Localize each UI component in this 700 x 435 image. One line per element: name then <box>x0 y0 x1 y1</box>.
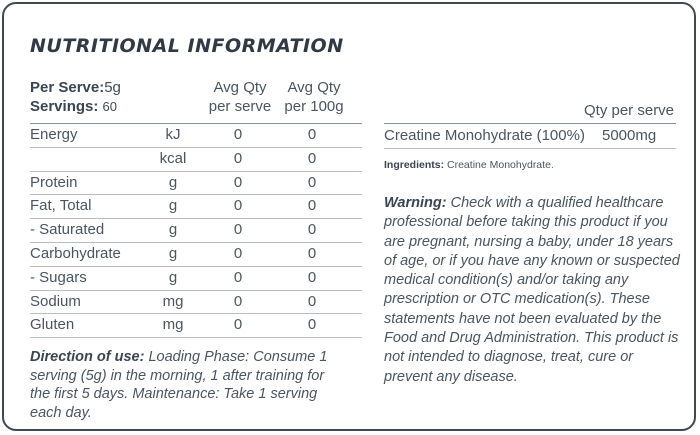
servings-line <box>30 97 121 116</box>
row-unit: mg <box>162 316 184 334</box>
row-per-100g: 0 <box>307 126 317 143</box>
row-unit: kJ <box>165 126 181 143</box>
ingredients-text: Creatine Monohydrate. <box>447 159 554 171</box>
avg-per-serve-header <box>200 78 280 116</box>
row-per-serve: 0 <box>233 197 243 215</box>
table-row <box>30 243 362 267</box>
ingredients-line <box>384 159 554 171</box>
per-serve-value: 5g <box>104 79 121 96</box>
active-ingredient-qty: 5000mg <box>602 127 657 144</box>
row-per-100g: 0 <box>307 244 317 262</box>
row-unit: g <box>168 244 178 262</box>
avg-per-100g-header-line1: Avg Qty <box>287 79 341 96</box>
table-row <box>30 314 362 338</box>
row-name: Energy <box>30 126 78 143</box>
nutrition-table <box>30 123 362 338</box>
row-per-100g: 0 <box>307 292 317 310</box>
row-per-100g: 0 <box>307 316 317 334</box>
row-unit: g <box>168 173 178 191</box>
ingredients-label: Ingredients: <box>384 159 445 171</box>
servings-value: 60 <box>102 99 117 114</box>
label-title: NUTRITIONAL INFORMATION <box>30 35 344 57</box>
row-per-100g: 0 <box>307 268 317 286</box>
qty-per-serve-header: Qty per serve <box>584 102 675 119</box>
avg-per-100g-header <box>274 78 354 116</box>
row-unit: g <box>168 268 178 286</box>
avg-per-serve-header-line1: Avg Qty <box>213 79 267 96</box>
row-per-serve: 0 <box>233 268 243 286</box>
row-unit: g <box>168 221 178 239</box>
row-name: Carbohydrate <box>30 244 121 262</box>
row-unit: g <box>168 197 178 215</box>
row-name: Fat, Total <box>30 197 92 215</box>
row-per-serve: 0 <box>233 126 243 143</box>
per-serve-line <box>30 78 121 97</box>
table-row <box>30 148 362 172</box>
avg-per-serve-header-line2: per serve <box>208 98 272 115</box>
table-row <box>30 172 362 196</box>
active-ingredient-table <box>384 123 676 149</box>
warning-text: Check with a qualified healthcare professional before taking this product if you are pregnant, nursing a baby, under 18 years of age, or if you have any known or suspected medical condition(s) and/or taking any prescription or OTC medication(s). These statements have not been evaluated by the Food and Drug Administration. This product is not intended to diagnose, treat, cure or prevent any disease. <box>384 195 680 385</box>
row-per-100g: 0 <box>307 221 317 239</box>
active-ingredient-name: Creatine Monohydrate (100%) <box>384 127 585 144</box>
row-unit: kcal <box>159 149 187 167</box>
row-unit: mg <box>162 292 184 310</box>
row-per-serve: 0 <box>233 221 243 239</box>
table-row <box>30 267 362 291</box>
warning-text-block <box>384 194 684 387</box>
row-name: Protein <box>30 173 78 191</box>
row-per-serve: 0 <box>233 149 243 167</box>
serve-info <box>30 78 121 116</box>
direction-label: Direction of use: <box>30 349 145 365</box>
table-row <box>30 219 362 243</box>
row-per-serve: 0 <box>233 173 243 191</box>
row-name: Gluten <box>30 316 75 334</box>
table-row <box>384 124 676 149</box>
table-row <box>30 291 362 315</box>
warning-label: Warning: <box>384 195 447 211</box>
avg-per-100g-header-line2: per 100g <box>284 98 344 115</box>
row-name: - Saturated <box>30 221 105 239</box>
row-per-serve: 0 <box>233 316 243 334</box>
direction-of-use <box>30 348 345 422</box>
table-row <box>30 124 362 148</box>
row-per-serve: 0 <box>233 292 243 310</box>
per-serve-label: Per Serve: <box>30 79 105 96</box>
row-per-100g: 0 <box>307 173 317 191</box>
table-row <box>30 195 362 219</box>
row-per-100g: 0 <box>307 197 317 215</box>
servings-label: Servings: <box>30 98 99 115</box>
row-per-100g: 0 <box>307 149 317 167</box>
nutrition-label <box>2 2 696 431</box>
row-name: Sodium <box>30 292 81 310</box>
row-per-serve: 0 <box>233 244 243 262</box>
row-name: - Sugars <box>30 268 87 286</box>
direction-text: Loading Phase: Consume 1 serving (5g) in the morning, 1 after training for the first 5 days. Maintenance: Take 1 serving each day. <box>30 349 328 421</box>
